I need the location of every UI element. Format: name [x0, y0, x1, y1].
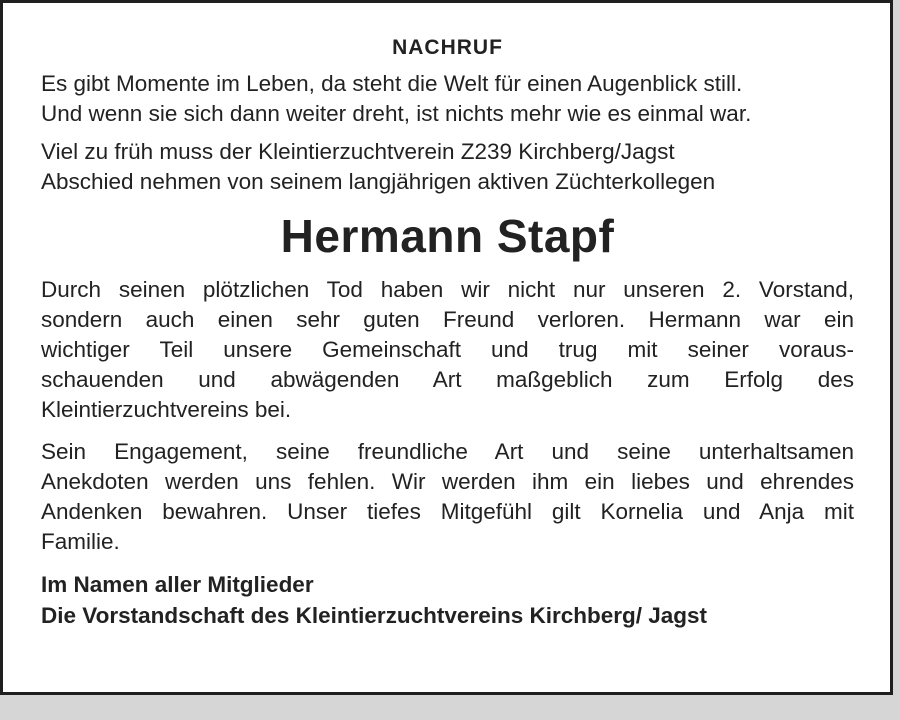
announcement-line: Abschied nehmen von seinem langjährigen aktiven Züchterkollegen [41, 169, 716, 194]
intro-line: Es gibt Momente im Leben, da steht die Welt für einen Augenblick still. [41, 71, 743, 96]
tribute-line: wichtiger Teil unsere Gemeinschaft und trug mit seiner voraus- [41, 337, 854, 362]
tribute-line: sondern auch einen sehr guten Freund verloren. Hermann war ein [41, 307, 854, 332]
signature-line: Die Vorstandschaft des Kleintierzuchtvereins Kirchberg/ Jagst [41, 603, 708, 628]
condolence-line: Anekdoten werden uns fehlen. Wir werden ihm ein liebes und ehrendes [41, 469, 854, 494]
announcement-line: Viel zu früh muss der Kleintierzuchtverein Z239 Kirchberg/Jagst [41, 139, 675, 164]
condolence-line: Sein Engagement, seine freundliche Art und seine unterhaltsamen [41, 439, 854, 464]
condolence-line: Andenken bewahren. Unser tiefes Mitgefühl gilt Kornelia und Anja mit [41, 499, 854, 524]
tribute-paragraph [41, 275, 854, 425]
condolence-paragraph [41, 437, 854, 557]
deceased-name: Hermann Stapf [280, 210, 615, 262]
notice-heading: NACHRUF [392, 36, 503, 59]
tribute-line: Kleintierzuchtvereins bei. [41, 397, 292, 422]
tribute-line: schauenden und abwägenden Art maßgeblich zum Erfolg des [41, 367, 854, 392]
signature-line: Im Namen aller Mitglieder [41, 572, 314, 597]
intro-paragraph [41, 69, 854, 129]
signature-block [41, 569, 854, 631]
intro-line: Und wenn sie sich dann weiter dreht, ist nichts mehr wie es einmal war. [41, 101, 752, 126]
tribute-line: Durch seinen plötzlichen Tod haben wir nicht nur unseren 2. Vorstand, [41, 277, 854, 302]
announcement-paragraph [41, 137, 854, 197]
condolence-line: Familie. [41, 529, 120, 554]
